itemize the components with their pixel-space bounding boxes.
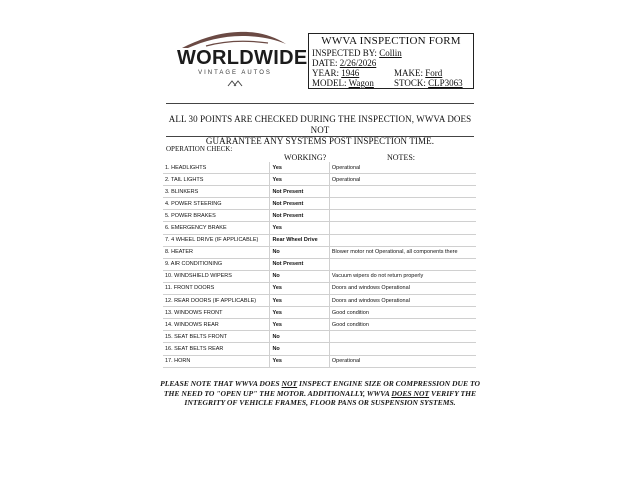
table-row	[163, 307, 476, 319]
table-row	[163, 162, 476, 174]
working-status: Not Present	[270, 210, 329, 222]
check-item: 15. SEAT BELTS FRONT	[163, 331, 270, 343]
operation-check-table	[163, 162, 476, 368]
logo-tagline: VINTAGE AUTOS	[198, 70, 272, 76]
stock-value: CLP3063	[428, 78, 463, 88]
check-notes: Operational	[329, 162, 476, 174]
working-status: Rear Wheel Drive	[270, 234, 329, 246]
notice-line-2: GUARANTEE ANY SYSTEMS POST INSPECTION TIME.	[205, 136, 435, 146]
model-value: Wagon	[348, 78, 374, 88]
check-item: 3. BLINKERS	[163, 186, 270, 198]
check-notes: Vacuum wipers do not return properly	[329, 270, 476, 282]
check-item: 16. SEAT BELTS REAR	[163, 343, 270, 355]
footer-line-1: PLEASE NOTE THAT WWVA DOES NOT INSPECT ENGINE SIZE OR COMPRESSION DUE TO	[160, 379, 480, 388]
check-item: 11. FRONT DOORS	[163, 282, 270, 294]
table-row	[163, 174, 476, 186]
check-notes	[329, 258, 476, 270]
working-status: Yes	[270, 174, 329, 186]
form-title: WWVA INSPECTION FORM	[321, 35, 461, 47]
table-row	[163, 343, 476, 355]
table-row	[163, 355, 476, 367]
check-item: 13. WINDOWS FRONT	[163, 307, 270, 319]
notes-column-header: NOTES:	[387, 153, 415, 162]
working-status: Not Present	[270, 186, 329, 198]
inspection-notice	[166, 114, 474, 147]
make-label: MAKE:	[394, 68, 423, 78]
check-item: 14. WINDOWS REAR	[163, 319, 270, 331]
table-row	[163, 258, 476, 270]
footer-line-3: INTEGRITY OF VEHICLE FRAMES, FLOOR PANS OR SUSPENSION SYSTEMS.	[184, 398, 456, 407]
divider-top	[166, 103, 474, 104]
working-status: Yes	[270, 282, 329, 294]
check-notes: Blower motor not Operational, all components there	[329, 246, 476, 258]
working-status: Yes	[270, 355, 329, 367]
check-notes	[329, 331, 476, 343]
working-status: No	[270, 331, 329, 343]
working-status: Yes	[270, 222, 329, 234]
check-notes	[329, 198, 476, 210]
check-item: 12. REAR DOORS (IF APPLICABLE)	[163, 295, 270, 307]
table-row	[163, 234, 476, 246]
worldwide-logo	[176, 28, 308, 90]
year-value: 1946	[341, 68, 360, 78]
table-row	[163, 319, 476, 331]
check-notes	[329, 343, 476, 355]
stock-row	[394, 78, 463, 88]
make-row	[394, 68, 442, 78]
chevron-arrows-icon	[226, 79, 244, 87]
table-row	[163, 282, 476, 294]
working-status: Yes	[270, 319, 329, 331]
check-item: 9. AIR CONDITIONING	[163, 258, 270, 270]
working-status: No	[270, 246, 329, 258]
check-notes: Good condition	[329, 307, 476, 319]
working-status: No	[270, 343, 329, 355]
check-notes: Doors and windows Operational	[329, 295, 476, 307]
table-row	[163, 246, 476, 258]
notice-line-1: ALL 30 POINTS ARE CHECKED DURING THE INSPECTION, WWVA DOES NOT	[168, 114, 472, 135]
check-item: 7. 4 WHEEL DRIVE (IF APPLICABLE)	[163, 234, 270, 246]
check-notes	[329, 210, 476, 222]
check-notes	[329, 186, 476, 198]
check-item: 1. HEADLIGHTS	[163, 162, 270, 174]
check-notes	[329, 222, 476, 234]
stock-label: STOCK:	[394, 78, 426, 88]
date-row	[312, 58, 376, 68]
table-row	[163, 210, 476, 222]
working-status: Not Present	[270, 198, 329, 210]
working-status: Yes	[270, 307, 329, 319]
check-item: 8. HEATER	[163, 246, 270, 258]
working-status: Yes	[270, 162, 329, 174]
check-notes: Operational	[329, 355, 476, 367]
footer-line-2: THE NEED TO "OPEN UP" THE MOTOR. ADDITIONALLY, WWVA DOES NOT VERIFY THE	[163, 388, 477, 398]
check-item: 6. EMERGENCY BRAKE	[163, 222, 270, 234]
date-label: DATE:	[312, 58, 338, 68]
date-value: 2/26/2026	[339, 58, 377, 68]
inspected-by-label: INSPECTED BY:	[312, 48, 377, 58]
inspected-by-value: Collin	[379, 48, 402, 58]
logo-wordmark: WORLDWIDE	[177, 47, 308, 69]
divider-bottom	[166, 136, 474, 137]
check-item: 4. POWER STEERING	[163, 198, 270, 210]
inspection-info-box	[308, 33, 474, 89]
table-row	[163, 295, 476, 307]
working-column-header: WORKING?	[284, 153, 327, 162]
check-item: 17. HORN	[163, 355, 270, 367]
working-status: Yes	[270, 295, 329, 307]
table-row	[163, 270, 476, 282]
check-notes: Doors and windows Operational	[329, 282, 476, 294]
check-item: 2. TAIL LIGHTS	[163, 174, 270, 186]
working-status: No	[270, 270, 329, 282]
model-label: MODEL:	[312, 78, 347, 88]
make-value: Ford	[425, 68, 443, 78]
check-notes: Good condition	[329, 319, 476, 331]
table-row	[163, 331, 476, 343]
year-label: YEAR:	[312, 68, 339, 78]
table-row	[163, 198, 476, 210]
table-row	[163, 222, 476, 234]
inspected-by-row	[312, 48, 402, 58]
working-status: Not Present	[270, 258, 329, 270]
footer-disclaimer	[160, 379, 480, 408]
check-item: 5. POWER BRAKES	[163, 210, 270, 222]
check-item: 10. WINDSHIELD WIPERS	[163, 270, 270, 282]
table-row	[163, 186, 476, 198]
check-notes	[329, 234, 476, 246]
year-row	[312, 68, 359, 78]
operation-check-label: OPERATION CHECK:	[166, 145, 233, 153]
model-row	[312, 78, 374, 88]
check-notes: Operational	[329, 174, 476, 186]
